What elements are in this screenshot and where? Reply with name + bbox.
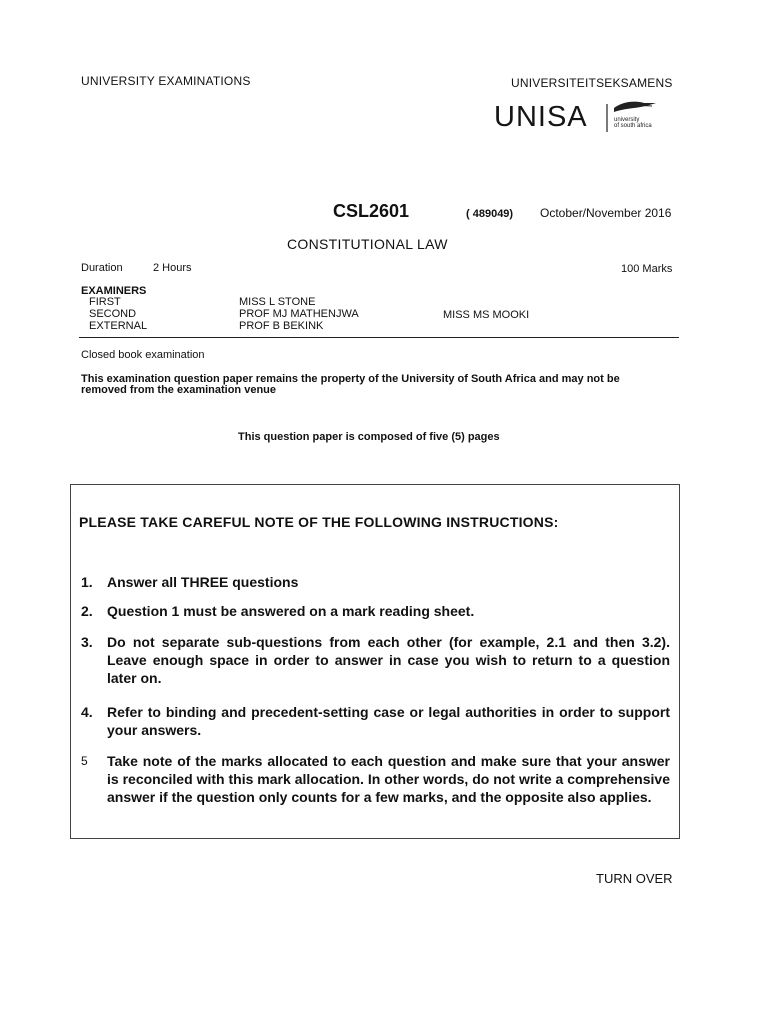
instruction-number: 4.: [81, 704, 93, 720]
duration-label: Duration: [81, 262, 123, 274]
instruction-text: Do not separate sub-questions from each other (for example, 2.1 and then 3.2). Leave enough space in order to answer in case you wish to return to a question later on.: [107, 634, 670, 686]
logo-tagline-line-2: of south africa: [614, 123, 652, 129]
paper-number: ( 489049): [466, 208, 514, 220]
instruction-text: Refer to binding and precedent-setting case or legal authorities in order to support your answers.: [107, 704, 670, 738]
instruction-item: [81, 602, 673, 620]
instruction-item: [81, 752, 673, 826]
instruction-text: Answer all THREE questions: [107, 574, 299, 590]
duration-value: 2 Hours: [153, 262, 192, 274]
turn-over-label: TURN OVER: [596, 871, 673, 886]
closed-book-note: Closed book examination: [81, 349, 205, 361]
examiners-heading: EXAMINERS: [81, 285, 147, 297]
course-title: CONSTITUTIONAL LAW: [287, 236, 448, 252]
property-note-line-2: removed from the examination venue: [81, 384, 276, 396]
examiner-name-first: MISS L STONE: [239, 296, 316, 308]
examiner-role-first: FIRST: [89, 296, 121, 308]
instructions-box: [70, 484, 680, 839]
instruction-item: [81, 633, 673, 689]
logo-tagline-line-1: university: [614, 117, 640, 123]
instruction-item: [81, 703, 673, 739]
instruction-number: 3.: [81, 634, 93, 650]
instruction-text: Take note of the marks allocated to each question and make sure that your answer is reconciled with this mark allocation. In other words, do not write a comprehensive answer if the question only counts for a few marks, and the opposite also applies.: [107, 753, 670, 805]
exam-session: October/November 2016: [540, 206, 672, 220]
instructions-title: PLEASE TAKE CAREFUL NOTE OF THE FOLLOWING INSTRUCTIONS:: [79, 514, 559, 530]
examiner-role-external: EXTERNAL: [89, 320, 148, 332]
examiner-name-second: PROF MJ MATHENJWA: [239, 308, 359, 320]
examiner-name-external: PROF B BEKINK: [239, 320, 324, 332]
header-right: UNIVERSITEITSEKSAMENS: [511, 76, 673, 90]
instruction-number: 1.: [81, 574, 93, 590]
examiner-name-second-extra: MISS MS MOOKI: [443, 309, 530, 321]
logo-tagline: [614, 117, 652, 129]
header-divider: [79, 337, 679, 338]
property-note-line-1: This examination question paper remains the property of the University of South Africa and may not be: [81, 373, 620, 385]
total-marks: 100 Marks: [621, 263, 673, 275]
instruction-number: 5: [81, 754, 88, 768]
logo-wordmark: UNISA: [494, 101, 588, 133]
instruction-item: [81, 573, 673, 591]
page-count-note: This question paper is composed of five (5) pages: [238, 431, 500, 443]
header-left: UNIVERSITY EXAMINATIONS: [81, 74, 251, 88]
instruction-number: 2.: [81, 603, 93, 619]
instruction-text: Question 1 must be answered on a mark reading sheet.: [107, 603, 475, 619]
examiner-role-second: SECOND: [89, 308, 137, 320]
course-code: CSL2601: [333, 201, 410, 221]
